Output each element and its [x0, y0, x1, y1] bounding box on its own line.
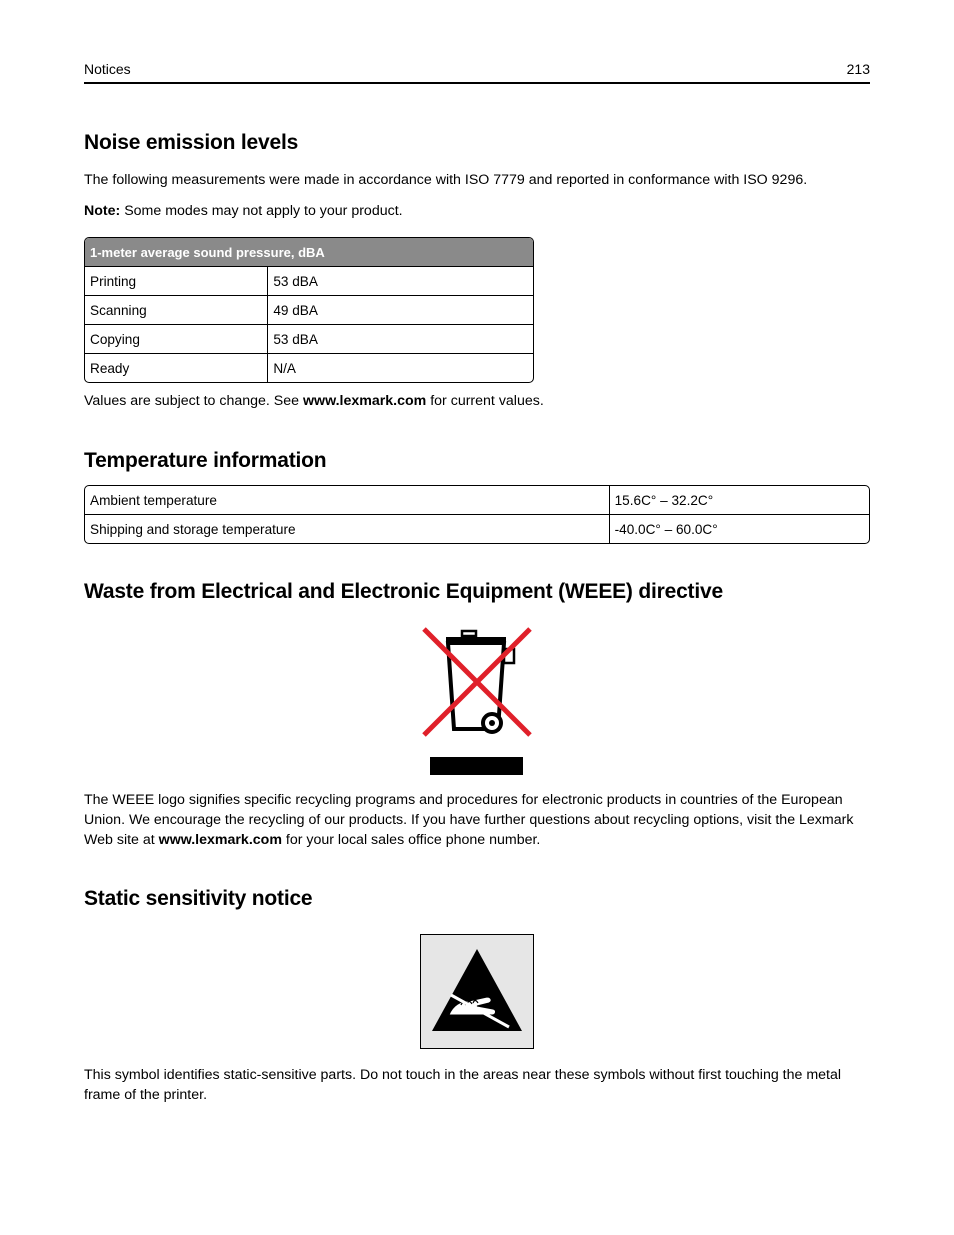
mode-cell: Scanning	[85, 295, 267, 324]
mode-cell: Printing	[85, 266, 267, 295]
table-row	[85, 353, 533, 382]
header-page-number: 213	[846, 61, 870, 77]
weee-text: The WEEE logo signifies specific recycling programs and procedures for electronic products in countries of the European Union. We encourage the recycling of our products. If you have further questions about recycling options, visit the Lexmark Web site at	[84, 792, 854, 848]
static-description: This symbol identifies static-sensitive parts. Do not touch in the areas near these symbols without first touching the metal frame of the printer.	[84, 1067, 842, 1103]
table-row	[85, 486, 869, 514]
static-heading: Static sensitivity notice	[84, 887, 313, 910]
weee-description	[84, 790, 870, 850]
lexmark-link[interactable]: www.lexmark.com	[303, 393, 427, 409]
mode-cell: Ready	[85, 353, 267, 382]
header-section-title: Notices	[84, 61, 131, 77]
esd-warning-icon	[420, 934, 534, 1049]
noise-table	[84, 237, 534, 383]
value-cell: N/A	[267, 353, 533, 382]
running-header	[84, 60, 870, 84]
weee-heading: Waste from Electrical and Electronic Equipment (WEEE) directive	[84, 580, 723, 603]
noise-intro: The following measurements were made in accordance with ISO 7779 and reported in conformance with ISO 9296.	[84, 172, 808, 188]
temperature-label-cell: Ambient temperature	[90, 492, 217, 508]
temperature-value-cell: 15.6C° – 32.2C°	[609, 486, 869, 514]
weee-crossed-bin-icon	[418, 625, 538, 782]
weee-text-end: for your local sales office phone number.	[281, 832, 541, 848]
value-cell: 53 dBA	[267, 324, 533, 353]
temperature-table	[84, 485, 870, 544]
table-row	[85, 266, 533, 295]
value-cell: 49 dBA	[267, 295, 533, 324]
noise-footer	[84, 391, 544, 411]
temperature-value-cell: -40.0C° – 60.0C°	[609, 514, 869, 543]
note-text: Some modes may not apply to your product.	[120, 203, 403, 219]
value-cell: 53 dBA	[267, 266, 533, 295]
lexmark-link[interactable]: www.lexmark.com	[158, 832, 282, 848]
noise-table-header: 1-meter average sound pressure, dBA	[85, 238, 533, 266]
note-label: Note:	[84, 203, 121, 219]
table-row	[85, 295, 533, 324]
temperature-heading: Temperature information	[84, 449, 327, 472]
temperature-label-cell: Shipping and storage temperature	[85, 514, 609, 543]
table-row	[85, 514, 869, 543]
table-row	[85, 324, 533, 353]
noise-table-header-row	[85, 238, 533, 266]
mode-cell: Copying	[85, 324, 267, 353]
footer-text: Values are subject to change. See	[84, 393, 303, 409]
noise-heading: Noise emission levels	[84, 131, 299, 154]
footer-text-end: for current values.	[426, 393, 544, 409]
noise-note	[84, 201, 403, 221]
